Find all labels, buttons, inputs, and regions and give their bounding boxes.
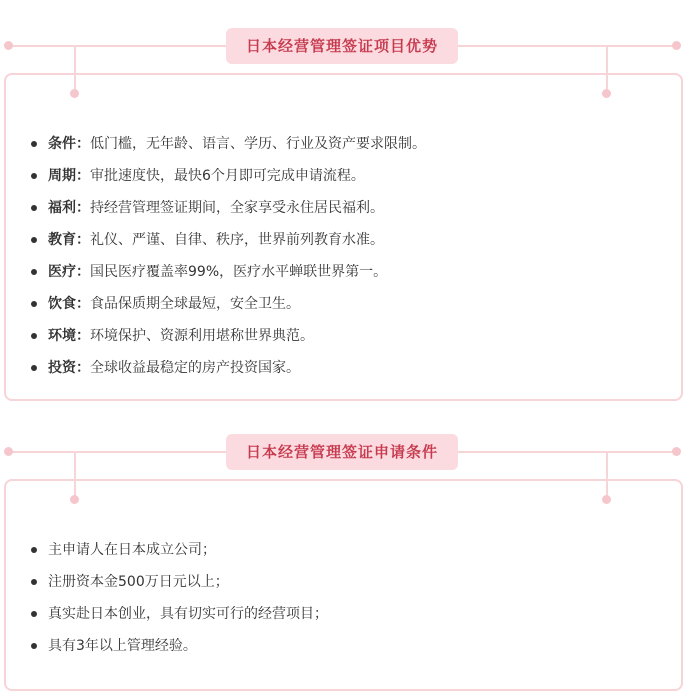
item-text: 全球收益最稳定的房产投资国家。: [90, 360, 300, 376]
bullet-icon: [31, 579, 37, 585]
item-text: 真实赴日本创业，具有切实可行的经营项目；: [48, 606, 328, 622]
item-text: 礼仪、严谨、自律、秩序，世界前列教育水准。: [90, 232, 384, 248]
list-item: [30, 566, 667, 598]
item-label: 教育：: [48, 232, 90, 248]
section-title: 日本经营管理签证申请条件: [226, 434, 458, 470]
bullet-icon: [31, 365, 37, 371]
section-title: 日本经营管理签证项目优势: [226, 28, 458, 64]
divider-dot-right: [672, 447, 681, 456]
divider-dot-left: [4, 447, 13, 456]
item-label: 饮食：: [48, 296, 90, 312]
item-label: 医疗：: [48, 264, 90, 280]
bullet-icon: [31, 173, 37, 179]
bullet-icon: [31, 547, 37, 553]
bullet-icon: [31, 301, 37, 307]
bullet-icon: [31, 141, 37, 147]
list-item: [30, 352, 667, 384]
item-label: 福利：: [48, 200, 90, 216]
item-label: 环境：: [48, 328, 90, 344]
advantages-list: [30, 128, 667, 384]
connector-dot-right: [602, 89, 611, 98]
connector-line-right: [606, 453, 608, 497]
connector-dot-left: [70, 89, 79, 98]
list-item: [30, 288, 667, 320]
list-item: [30, 630, 667, 662]
requirements-section: [0, 410, 687, 693]
item-text: 审批速度快，最快6个月即可完成申请流程。: [90, 168, 365, 184]
requirements-list: [30, 534, 667, 662]
list-item: [30, 598, 667, 630]
item-text: 主申请人在日本成立公司；: [48, 542, 216, 558]
list-item: [30, 320, 667, 352]
list-item: [30, 160, 667, 192]
item-label: 周期：: [48, 168, 90, 184]
item-text: 食品保质期全球最短，安全卫生。: [90, 296, 300, 312]
list-item: [30, 224, 667, 256]
item-text: 具有3年以上管理经验。: [48, 638, 197, 654]
list-item: [30, 534, 667, 566]
item-label: 条件：: [48, 136, 90, 152]
divider-dot-left: [4, 41, 13, 50]
item-label: 投资：: [48, 360, 90, 376]
bullet-icon: [31, 269, 37, 275]
bullet-icon: [31, 611, 37, 617]
bullet-icon: [31, 237, 37, 243]
connector-dot-left: [70, 495, 79, 504]
divider-dot-right: [672, 41, 681, 50]
item-text: 环境保护、资源利用堪称世界典范。: [90, 328, 314, 344]
bullet-icon: [31, 333, 37, 339]
connector-line-right: [606, 47, 608, 91]
connector-line-left: [74, 453, 76, 497]
list-item: [30, 192, 667, 224]
item-text: 注册资本金500万日元以上；: [48, 574, 229, 590]
bullet-icon: [31, 643, 37, 649]
connector-dot-right: [602, 495, 611, 504]
bullet-icon: [31, 205, 37, 211]
list-item: [30, 128, 667, 160]
connector-line-left: [74, 47, 76, 91]
item-text: 持经营管理签证期间，全家享受永住居民福利。: [90, 200, 384, 216]
item-text: 低门槛，无年龄、语言、学历、行业及资产要求限制。: [90, 136, 426, 152]
list-item: [30, 256, 667, 288]
item-text: 国民医疗覆盖率99%，医疗水平蝉联世界第一。: [90, 264, 388, 280]
